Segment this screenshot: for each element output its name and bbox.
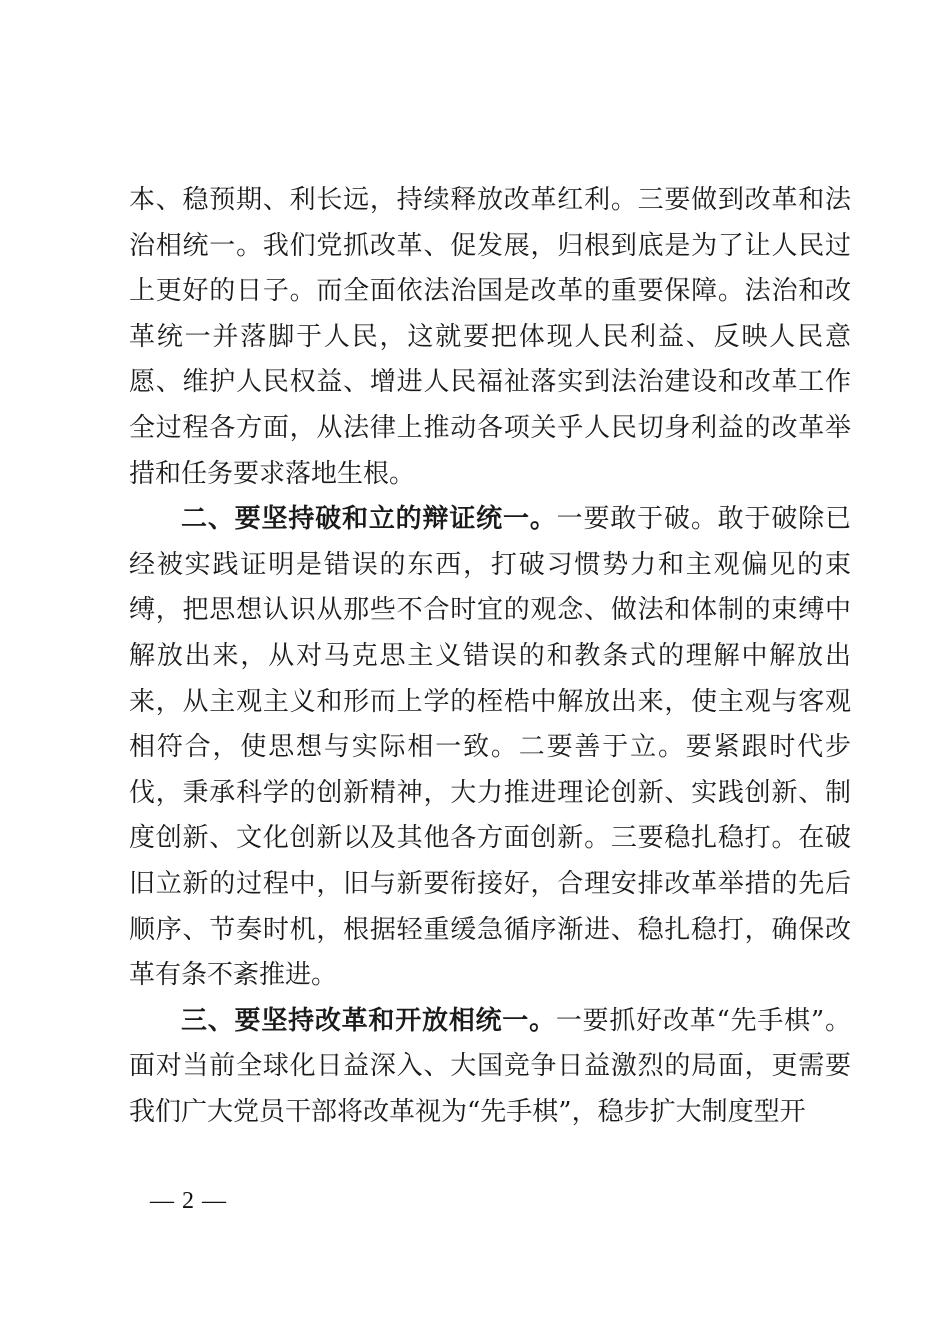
section-heading-2: 二、要坚持破和立的辩证统一。 — [181, 504, 557, 535]
paragraph-2 — [129, 497, 851, 999]
section-heading-3: 三、要坚持改革和开放相统一。 — [181, 1005, 556, 1036]
paragraph-3 — [129, 999, 851, 1136]
paragraph-1 — [129, 178, 851, 497]
paragraph-2-text: 一要敢于破。敢于破除已经被实践证明是错误的东西，打破习惯势力和主观偏见的束缚，把思想认识从那些不合时宜的观念、做法和体制的束缚中解放出来，从对马克思主义错误的和教条式的理解中解放出来，从主观主义和形而上学的桎梏中解放出来，使主观与客观相符合，使思想与实际相一致。二要善于立。要紧跟时代步伐，秉承科学的创新精神，大力推进理论创新、实践创新、制度创新、文化创新以及其他各方面创新。三要稳扎稳打。在破旧立新的过程中，旧与新要衔接好，合理安排改革举措的先后顺序、节奏时机，根据轻重缓急循序渐进、稳扎稳打，确保改革有条不紊推进。 — [129, 504, 851, 991]
paragraph-3-text: 一要抓好改革“先手棋”。面对当前全球化日益深入、大国竞争日益激烈的局面，更需要我们广大党员干部将改革视为“先手棋”，稳步扩大制度型开 — [129, 1005, 851, 1127]
page-number: — 2 — — [150, 1188, 227, 1214]
paragraph-1-text: 本、稳预期、利长远，持续释放改革红利。三要做到改革和法治相统一。我们党抓改革、促发展，归根到底是为了让人民过上更好的日子。而全面依法治国是改革的重要保障。法治和改革统一并落脚于人民，这就要把体现人民利益、反映人民意愿、维护人民权益、增进人民福祉落实到法治建设和改革工作全过程各方面，从法律上推动各项关乎人民切身利益的改革举措和任务要求落地生根。 — [129, 185, 851, 489]
body-text — [129, 178, 851, 1135]
